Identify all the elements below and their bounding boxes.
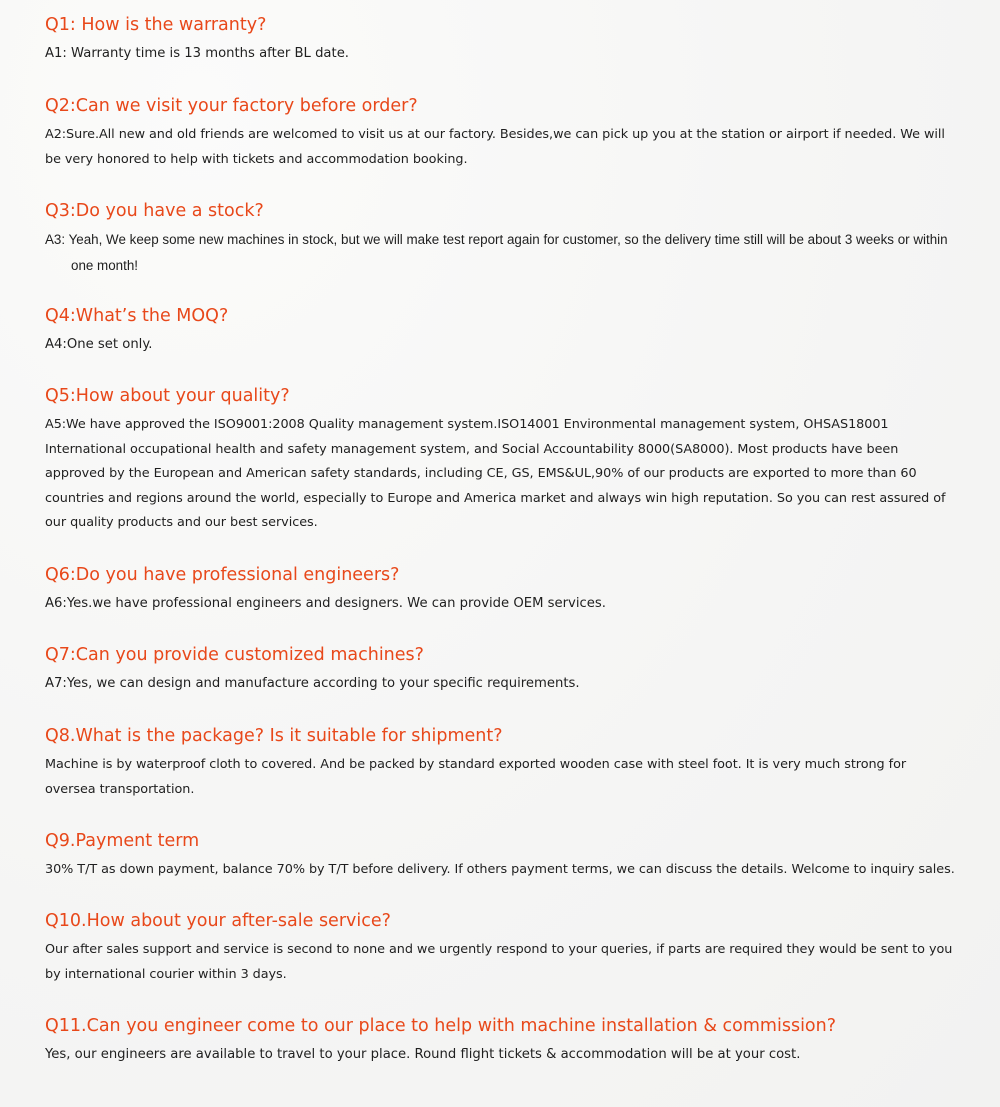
faq-question: Q8.What is the package? Is it suitable for shipment? [45, 726, 503, 746]
faq-item-9 [45, 829, 960, 883]
faq-answer: Yes, our engineers are available to travel to your place. Round flight tickets & accommodation will be at your cost. [45, 1047, 801, 1062]
faq-question: Q2:Can we visit your factory before order? [45, 96, 418, 116]
faq-question: Q9.Payment term [45, 831, 200, 851]
faq-question: Q3:Do you have a stock? [45, 201, 264, 221]
faq-item-10 [45, 909, 960, 987]
faq-item-5 [45, 384, 960, 536]
faq-answer: A4:One set only. [45, 337, 153, 352]
faq-item-7 [45, 643, 960, 697]
faq-question: Q5:How about your quality? [45, 386, 290, 406]
faq-question: Q10.How about your after-sale service? [45, 911, 391, 931]
faq-item-11 [45, 1014, 960, 1068]
faq-answer: A3: Yeah, We keep some new machines in stock, but we will make test report again for customer, so the delivery time still will be about 3 weeks or within one month! [45, 232, 948, 273]
faq-answer: 30% T/T as down payment, balance 70% by T/T before delivery. If others payment terms, we can discuss the details. Welcome to inquiry sales. [45, 862, 955, 877]
faq-answer: A1: Warranty time is 13 months after BL date. [45, 46, 349, 61]
faq-question: Q1: How is the warranty? [45, 15, 267, 35]
faq-item-8 [45, 724, 960, 802]
faq-item-2 [45, 94, 960, 172]
faq-question: Q6:Do you have professional engineers? [45, 565, 400, 585]
faq-answer: A5:We have approved the ISO9001:2008 Quality management system.ISO14001 Environmental management system, OHSAS18001 International occupational health and safety management system, and Social Accountability 8000(SA8000). Most products have been approved by the European and American safety standards, including CE, GS, EMS&UL,90% of our products are exported to more than 60 countries and regions around the world, especially to Europe and America market and always win high reputation. So you can rest assured of our quality products and our best services. [45, 417, 946, 530]
faq-item-1 [45, 13, 960, 67]
faq-item-4 [45, 304, 960, 358]
faq-item-3 [45, 199, 960, 279]
faq-answer: A6:Yes.we have professional engineers and designers. We can provide OEM services. [45, 596, 606, 611]
faq-answer: A7:Yes, we can design and manufacture according to your specific requirements. [45, 676, 580, 691]
faq-item-6 [45, 563, 960, 617]
faq-question: Q7:Can you provide customized machines? [45, 645, 424, 665]
faq-answer: Our after sales support and service is second to none and we urgently respond to your queries, if parts are required they would be sent to you by international courier within 3 days. [45, 942, 953, 982]
faq-answer: Machine is by waterproof cloth to covered. And be packed by standard exported wooden case with steel foot. It is very much strong for oversea transportation. [45, 757, 907, 797]
faq-question: Q11.Can you engineer come to our place to help with machine installation & commission? [45, 1016, 837, 1036]
faq-question: Q4:What’s the MOQ? [45, 306, 229, 326]
faq-answer: A2:Sure.All new and old friends are welcomed to visit us at our factory. Besides,we can pick up you at the station or airport if needed. We will be very honored to help with tickets and accommodation booking. [45, 127, 945, 167]
